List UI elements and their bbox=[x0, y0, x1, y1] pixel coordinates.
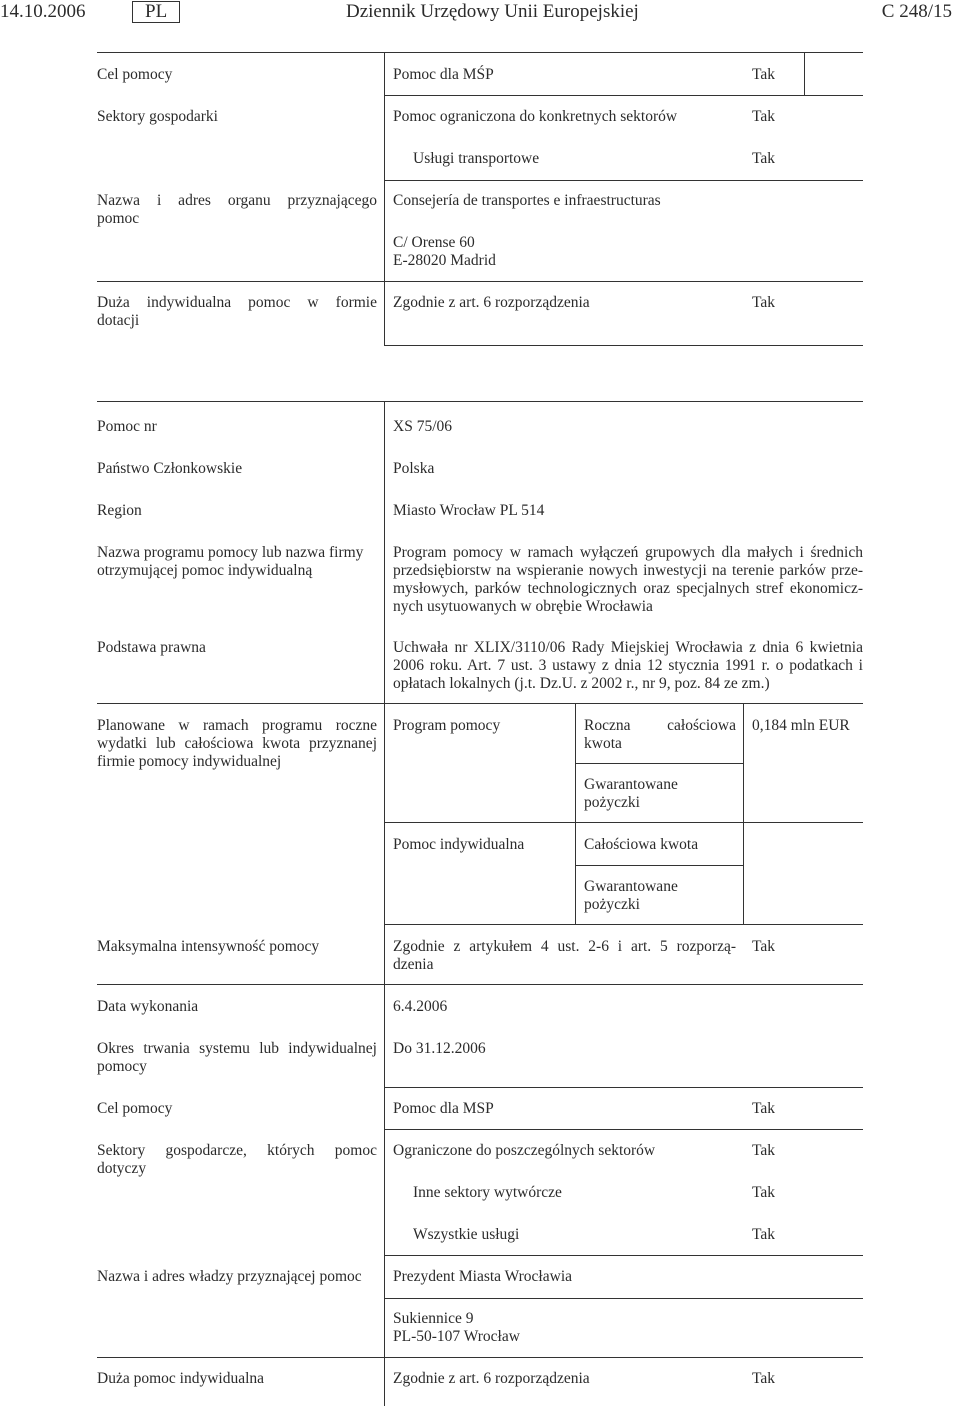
cell-value: Ograniczone do poszczególnych sektorów bbox=[393, 1142, 656, 1159]
cell-value: XS 75/06 bbox=[393, 418, 452, 435]
cell-value: Gwarantowane bbox=[584, 776, 678, 793]
cell-value: Wszystkie usługi bbox=[413, 1226, 520, 1243]
rule bbox=[97, 1357, 863, 1358]
cell-value: Pomoc dla MŚP bbox=[393, 66, 494, 83]
rule bbox=[384, 1129, 863, 1130]
rule bbox=[384, 180, 863, 181]
header-date: 14.10.2006 bbox=[0, 1, 86, 22]
cell-value: C/ Orense 60 bbox=[393, 234, 475, 251]
cell-value: mysłowych, parków technologicznych oraz specjalnych stref ekonomicz- bbox=[393, 580, 863, 597]
cell-value: Do 31.12.2006 bbox=[393, 1040, 486, 1057]
cell-value: Inne sektory wytwórcze bbox=[413, 1184, 562, 1201]
cell-value: Prezydent Miasta Wrocławia bbox=[393, 1268, 572, 1285]
cell-mark: Tak bbox=[752, 1100, 776, 1117]
cell-value: Pomoc dla MSP bbox=[393, 1100, 494, 1117]
cell-label: otrzymującej pomoc indywidualną bbox=[97, 562, 313, 579]
table2-top-rule bbox=[97, 401, 863, 402]
cell-value: opłatach lokalnych (j.t. Dz.U. z 2002 r., nr 9, poz. 84 ze zm.) bbox=[393, 675, 770, 692]
column-divider bbox=[384, 52, 385, 345]
cell-mark: Tak bbox=[752, 1226, 776, 1243]
cell-value: kwota bbox=[584, 735, 622, 752]
rule bbox=[97, 703, 863, 704]
cell-mark: Tak bbox=[752, 1370, 776, 1387]
rule bbox=[384, 924, 863, 925]
cell-value: Gwarantowane bbox=[584, 878, 678, 895]
cell-label: Duża indywidualna pomoc w formie bbox=[97, 294, 377, 311]
cell-label: Duża pomoc indywidualna bbox=[97, 1370, 265, 1387]
cell-label: Planowane w ramach programu roczne bbox=[97, 717, 377, 734]
table1-top-rule bbox=[97, 52, 863, 53]
cell-value: Zgodnie z art. 6 rozporządzenia bbox=[393, 294, 590, 311]
cell-value: Zgodnie z art. 6 rozporządzenia bbox=[393, 1370, 590, 1387]
rule bbox=[384, 1087, 863, 1088]
cell-value: Usługi transportowe bbox=[413, 150, 540, 167]
page-number: C 248/15 bbox=[881, 1, 952, 22]
cell-value: Pomoc ograniczona do konkretnych sektorów bbox=[393, 108, 678, 125]
cell-value: 6.4.2006 bbox=[393, 998, 448, 1015]
cell-label: dotyczy bbox=[97, 1160, 147, 1177]
cell-label: Cel pomocy bbox=[97, 66, 173, 83]
rule bbox=[97, 281, 863, 282]
cell-label: Region bbox=[97, 502, 142, 519]
column-divider bbox=[743, 703, 744, 924]
cell-mark: Tak bbox=[752, 150, 776, 167]
rule bbox=[575, 865, 744, 866]
cell-mark: Tak bbox=[752, 938, 776, 955]
cell-mark: Tak bbox=[752, 294, 776, 311]
cell-value: Pomoc indywidualna bbox=[393, 836, 525, 853]
cell-label: Nazwa i adres organu przyznającego bbox=[97, 192, 377, 209]
cell-value: Sukiennice 9 bbox=[393, 1310, 474, 1327]
cell-label: Sektory gospodarcze, których pomoc bbox=[97, 1142, 377, 1159]
cell-value: Całościowa kwota bbox=[584, 836, 699, 853]
cell-value: 2006 roku. Art. 7 ust. 3 ustawy z dnia 12 stycznia 1991 r. o podatkach i bbox=[393, 657, 863, 674]
table1-bottom-rule bbox=[384, 345, 863, 346]
rule bbox=[384, 95, 863, 96]
cell-label: Podstawa prawna bbox=[97, 639, 206, 656]
cell-label: Okres trwania systemu lub indywidualnej bbox=[97, 1040, 377, 1057]
cell-label: Cel pomocy bbox=[97, 1100, 173, 1117]
cell-value: E-28020 Madrid bbox=[393, 252, 496, 269]
cell-value: PL-50-107 Wrocław bbox=[393, 1328, 520, 1345]
cell-value: nych usytuowanych w obrębie Wrocławia bbox=[393, 598, 653, 615]
cell-label: Nazwa programu pomocy lub nazwa firmy bbox=[97, 544, 364, 561]
language-code: PL bbox=[132, 1, 180, 23]
cell-label: pomoc bbox=[97, 210, 140, 227]
cell-label: Nazwa i adres władzy przyznającej pomoc bbox=[97, 1268, 362, 1285]
cell-value: Program pomocy w ramach wyłączeń grupowych dla małych i średnich bbox=[393, 544, 863, 561]
column-divider bbox=[575, 703, 576, 924]
cell-mark: Tak bbox=[752, 1184, 776, 1201]
column-divider bbox=[384, 401, 385, 1406]
cell-value: Consejería de transportes e infraestructuras bbox=[393, 192, 661, 209]
cell-value: dzenia bbox=[393, 956, 434, 973]
rule bbox=[384, 1298, 863, 1299]
cell-mark: Tak bbox=[752, 108, 776, 125]
cell-value: Uchwała nr XLIX/3110/06 Rady Miejskiej Wrocławia z dnia 6 kwietnia bbox=[393, 639, 863, 656]
rule bbox=[384, 1255, 863, 1256]
cell-value: pożyczki bbox=[584, 794, 640, 811]
rule bbox=[384, 822, 863, 823]
cell-label: Państwo Członkowskie bbox=[97, 460, 243, 477]
rule bbox=[575, 763, 744, 764]
cell-value: przedsiębiorstw na wspieranie nowych inwestycji na terenie parków prze- bbox=[393, 562, 863, 579]
cell-label: firmie pomocy indywidualnej bbox=[97, 753, 282, 770]
cell-value: pożyczki bbox=[584, 896, 640, 913]
cell-label: Maksymalna intensywność pomocy bbox=[97, 938, 320, 955]
cell-label: Pomoc nr bbox=[97, 418, 157, 435]
column-divider bbox=[804, 52, 805, 95]
rule bbox=[97, 984, 863, 985]
cell-label: wydatki lub całościowa kwota przyznanej bbox=[97, 735, 377, 752]
cell-label: Sektory gospodarki bbox=[97, 108, 218, 125]
cell-value: Program pomocy bbox=[393, 717, 501, 734]
cell-value: Miasto Wrocław PL 514 bbox=[393, 502, 545, 519]
journal-title: Dziennik Urzędowy Unii Europejskiej bbox=[346, 1, 639, 22]
cell-value: Roczna całościowa bbox=[584, 717, 736, 734]
cell-value: 0,184 mln EUR bbox=[752, 717, 850, 734]
cell-label: Data wykonania bbox=[97, 998, 199, 1015]
cell-label: pomocy bbox=[97, 1058, 147, 1075]
cell-label: dotacji bbox=[97, 312, 140, 329]
cell-mark: Tak bbox=[752, 1142, 776, 1159]
cell-value: Polska bbox=[393, 460, 435, 477]
cell-value: Zgodnie z artykułem 4 ust. 2-6 i art. 5 rozporzą- bbox=[393, 938, 736, 955]
cell-mark: Tak bbox=[752, 66, 776, 83]
